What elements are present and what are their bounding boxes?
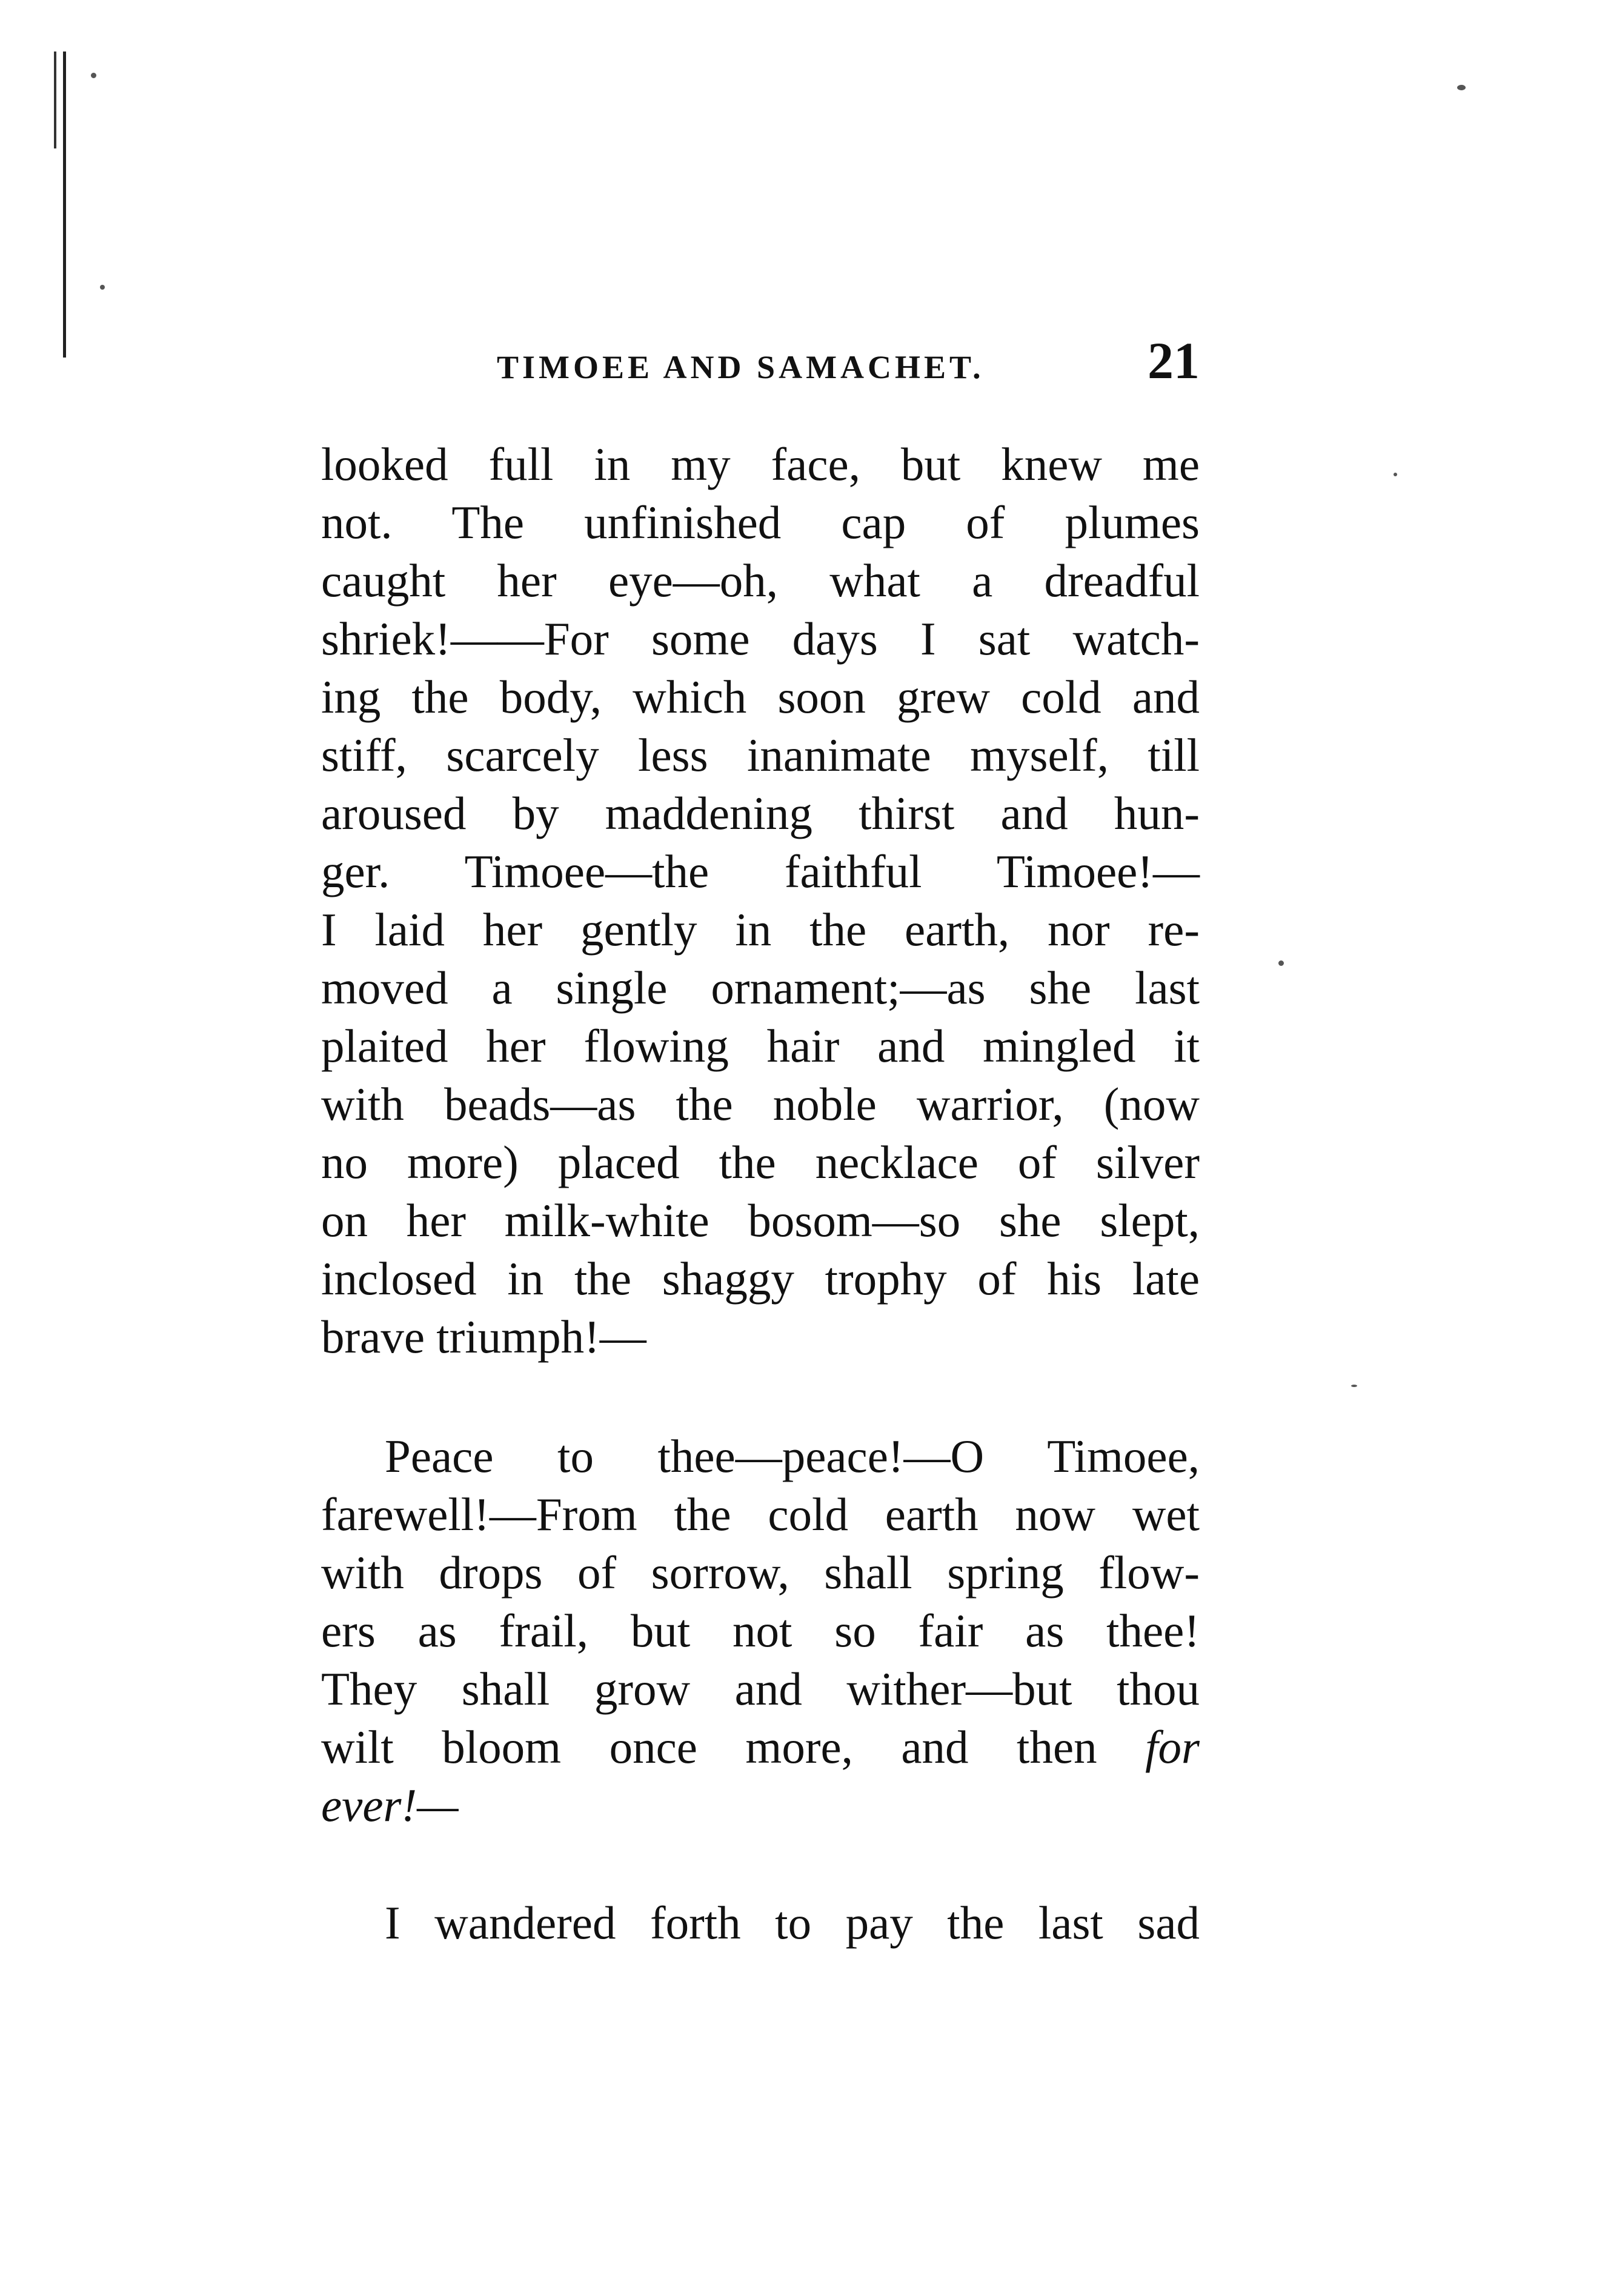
binding-edge-mark-secondary <box>54 52 56 148</box>
text-line: shriek!——For some days I sat watch- <box>321 613 1200 665</box>
scan-speck <box>1457 85 1466 90</box>
scan-speck <box>1278 960 1284 966</box>
scan-speck <box>1351 1385 1357 1387</box>
text-line: They shall grow and wither—but thou <box>321 1663 1200 1715</box>
text-line: moved a single ornament;—as she last <box>321 962 1200 1014</box>
paragraph-1 <box>321 435 1200 1366</box>
text-line: Peace to thee—peace!—O Timoee, <box>385 1430 1200 1482</box>
text-line: no more) placed the necklace of silver <box>321 1136 1200 1188</box>
text-line: with beads—as the noble warrior, (now <box>321 1078 1200 1130</box>
text-line: inclosed in the shaggy trophy of his late <box>321 1253 1200 1305</box>
text-line: ever!— <box>321 1779 459 1831</box>
text-line: plaited her flowing hair and mingled it <box>321 1020 1200 1072</box>
scan-speck <box>1394 473 1397 476</box>
scan-speck <box>91 73 96 78</box>
page-header <box>315 330 1200 397</box>
text-line: aroused by maddening thirst and hun- <box>321 787 1200 839</box>
paragraph-3 <box>321 1894 1200 1952</box>
scan-speck <box>100 285 105 290</box>
text-line: caught her eye—oh, what a dreadful <box>321 554 1200 607</box>
text-line: brave triumph!— <box>321 1311 646 1363</box>
text-line: on her milk-white bosom—so she slept, <box>321 1194 1200 1246</box>
text-run: wilt bloom once more, and then <box>321 1721 1097 1773</box>
text-line: not. The unfinished cap of plumes <box>321 496 1200 548</box>
text-line: ing the body, which soon grew cold and <box>321 671 1200 723</box>
text-line: looked full in my face, but knew me <box>321 438 1200 490</box>
text-line: farewell!—From the cold earth now wet <box>321 1488 1200 1540</box>
paragraph-2 <box>321 1427 1200 1834</box>
text-line: I laid her gently in the earth, nor re- <box>321 903 1200 956</box>
binding-edge-mark <box>63 52 66 358</box>
text-line: ers as frail, but not so fair as thee! <box>321 1605 1200 1657</box>
running-title: TIMOEE AND SAMACHET. <box>497 349 985 385</box>
text-line: I wandered forth to pay the last sad <box>385 1897 1200 1949</box>
page-number: 21 <box>1148 331 1200 390</box>
text-line: ger. Timoee—the faithful Timoee!— <box>321 845 1200 897</box>
italic-word: for <box>1145 1721 1200 1773</box>
text-line-with-italic <box>321 1718 1200 1776</box>
text-line: stiff, scarcely less inanimate myself, till <box>321 729 1200 781</box>
text-line: with drops of sorrow, shall spring flow- <box>321 1546 1200 1599</box>
